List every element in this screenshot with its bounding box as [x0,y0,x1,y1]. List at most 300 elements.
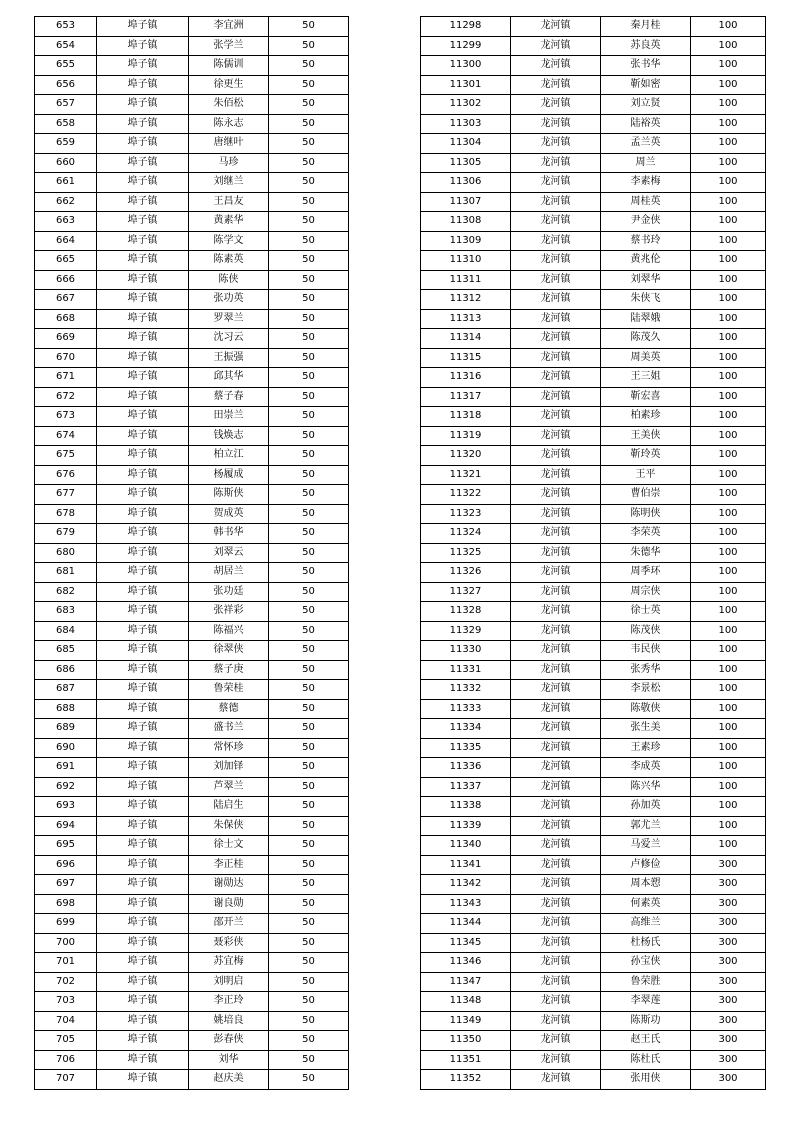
right-table-body [421,17,766,1090]
table-row [421,309,766,329]
town-cell: 埠子镇 [97,348,189,368]
name-cell: 靳如密 [601,75,691,95]
table-row [35,972,349,992]
row-number-cell: 11350 [421,1031,511,1051]
table-row [35,329,349,349]
table-row [35,36,349,56]
table-row [35,348,349,368]
town-cell: 埠子镇 [97,855,189,875]
town-cell: 埠子镇 [97,329,189,349]
row-number-cell: 11315 [421,348,511,368]
table-row [421,914,766,934]
amount-cell: 100 [691,212,766,232]
name-cell: 张祥彩 [189,602,269,622]
table-row [421,524,766,544]
name-cell: 陈杜氏 [601,1050,691,1070]
amount-cell: 300 [691,914,766,934]
row-number-cell: 11324 [421,524,511,544]
table-row [35,641,349,661]
row-number-cell: 11319 [421,426,511,446]
row-number-cell: 11331 [421,660,511,680]
row-number-cell: 11303 [421,114,511,134]
table-row [35,309,349,329]
table-row [421,368,766,388]
row-number-cell: 702 [35,972,97,992]
right-table [420,16,766,1090]
table-row [35,894,349,914]
town-cell: 龙河镇 [511,660,601,680]
row-number-cell: 11339 [421,816,511,836]
amount-cell: 50 [269,719,349,739]
table-row [35,75,349,95]
name-cell: 王振强 [189,348,269,368]
name-cell: 李素梅 [601,173,691,193]
row-number-cell: 674 [35,426,97,446]
name-cell: 李成英 [601,758,691,778]
left-table [34,16,349,1090]
name-cell: 罗翠兰 [189,309,269,329]
table-row [421,660,766,680]
amount-cell: 50 [269,368,349,388]
town-cell: 龙河镇 [511,17,601,37]
row-number-cell: 666 [35,270,97,290]
table-row [35,777,349,797]
amount-cell: 100 [691,816,766,836]
table-row [421,426,766,446]
amount-cell: 50 [269,660,349,680]
town-cell: 龙河镇 [511,485,601,505]
amount-cell: 50 [269,777,349,797]
row-number-cell: 11341 [421,855,511,875]
town-cell: 埠子镇 [97,485,189,505]
amount-cell: 100 [691,719,766,739]
amount-cell: 50 [269,75,349,95]
row-number-cell: 11316 [421,368,511,388]
amount-cell: 100 [691,758,766,778]
town-cell: 埠子镇 [97,758,189,778]
row-number-cell: 701 [35,953,97,973]
name-cell: 刘加铎 [189,758,269,778]
row-number-cell: 664 [35,231,97,251]
row-number-cell: 707 [35,1070,97,1090]
row-number-cell: 11299 [421,36,511,56]
town-cell: 埠子镇 [97,914,189,934]
name-cell: 徐更生 [189,75,269,95]
table-row [35,524,349,544]
row-number-cell: 686 [35,660,97,680]
table-row [421,797,766,817]
table-row [421,485,766,505]
row-number-cell: 696 [35,855,97,875]
name-cell: 周美英 [601,348,691,368]
row-number-cell: 11349 [421,1011,511,1031]
town-cell: 埠子镇 [97,231,189,251]
row-number-cell: 11333 [421,699,511,719]
row-number-cell: 685 [35,641,97,661]
name-cell: 李景松 [601,680,691,700]
name-cell: 陈侠 [189,270,269,290]
town-cell: 龙河镇 [511,134,601,154]
town-cell: 龙河镇 [511,95,601,115]
name-cell: 徐翠侠 [189,641,269,661]
row-number-cell: 11318 [421,407,511,427]
town-cell: 龙河镇 [511,504,601,524]
row-number-cell: 658 [35,114,97,134]
amount-cell: 300 [691,855,766,875]
name-cell: 靳宏喜 [601,387,691,407]
town-cell: 龙河镇 [511,426,601,446]
amount-cell: 100 [691,329,766,349]
name-cell: 靳玲英 [601,446,691,466]
row-number-cell: 11328 [421,602,511,622]
name-cell: 陈兴华 [601,777,691,797]
name-cell: 朱保侠 [189,816,269,836]
name-cell: 唐继叶 [189,134,269,154]
table-row [35,465,349,485]
amount-cell: 50 [269,894,349,914]
town-cell: 龙河镇 [511,816,601,836]
row-number-cell: 11335 [421,738,511,758]
town-cell: 埠子镇 [97,992,189,1012]
row-number-cell: 11312 [421,290,511,310]
amount-cell: 50 [269,738,349,758]
table-row [35,173,349,193]
amount-cell: 100 [691,426,766,446]
town-cell: 埠子镇 [97,894,189,914]
table-row [421,1070,766,1090]
town-cell: 龙河镇 [511,173,601,193]
town-cell: 埠子镇 [97,290,189,310]
town-cell: 龙河镇 [511,387,601,407]
name-cell: 朱侠飞 [601,290,691,310]
town-cell: 龙河镇 [511,699,601,719]
name-cell: 刘翠云 [189,543,269,563]
table-row [35,582,349,602]
town-cell: 龙河镇 [511,407,601,427]
amount-cell: 50 [269,446,349,466]
table-row [421,582,766,602]
table-row [421,992,766,1012]
town-cell: 埠子镇 [97,836,189,856]
row-number-cell: 11320 [421,446,511,466]
row-number-cell: 11337 [421,777,511,797]
name-cell: 姚培良 [189,1011,269,1031]
amount-cell: 300 [691,1070,766,1090]
row-number-cell: 660 [35,153,97,173]
town-cell: 龙河镇 [511,758,601,778]
amount-cell: 300 [691,894,766,914]
town-cell: 埠子镇 [97,212,189,232]
table-row [35,758,349,778]
name-cell: 刘华 [189,1050,269,1070]
table-row [35,17,349,37]
town-cell: 龙河镇 [511,36,601,56]
amount-cell: 50 [269,485,349,505]
row-number-cell: 11326 [421,563,511,583]
town-cell: 龙河镇 [511,270,601,290]
town-cell: 埠子镇 [97,192,189,212]
town-cell: 龙河镇 [511,1031,601,1051]
name-cell: 马爱兰 [601,836,691,856]
name-cell: 张秀华 [601,660,691,680]
row-number-cell: 656 [35,75,97,95]
amount-cell: 50 [269,953,349,973]
amount-cell: 50 [269,816,349,836]
row-number-cell: 706 [35,1050,97,1070]
table-row [421,836,766,856]
name-cell: 张生美 [601,719,691,739]
amount-cell: 50 [269,602,349,622]
name-cell: 杨履成 [189,465,269,485]
name-cell: 钱焕志 [189,426,269,446]
amount-cell: 100 [691,36,766,56]
name-cell: 赵王氏 [601,1031,691,1051]
row-number-cell: 684 [35,621,97,641]
row-number-cell: 11300 [421,56,511,76]
table-row [421,329,766,349]
name-cell: 黄素华 [189,212,269,232]
name-cell: 周本愬 [601,875,691,895]
table-row [35,153,349,173]
table-row [421,134,766,154]
left-table-body [35,17,349,1090]
name-cell: 陈斯侠 [189,485,269,505]
town-cell: 埠子镇 [97,797,189,817]
town-cell: 埠子镇 [97,446,189,466]
row-number-cell: 703 [35,992,97,1012]
table-row [35,875,349,895]
amount-cell: 100 [691,387,766,407]
table-row [421,75,766,95]
row-number-cell: 11321 [421,465,511,485]
table-row [421,387,766,407]
town-cell: 龙河镇 [511,348,601,368]
town-cell: 埠子镇 [97,524,189,544]
table-row [35,719,349,739]
table-row [35,270,349,290]
table-row [421,621,766,641]
town-cell: 龙河镇 [511,894,601,914]
amount-cell: 50 [269,153,349,173]
town-cell: 龙河镇 [511,680,601,700]
town-cell: 埠子镇 [97,641,189,661]
town-cell: 埠子镇 [97,953,189,973]
row-number-cell: 11345 [421,933,511,953]
town-cell: 埠子镇 [97,563,189,583]
table-row [35,192,349,212]
table-row [35,290,349,310]
town-cell: 埠子镇 [97,465,189,485]
amount-cell: 100 [691,582,766,602]
table-row [421,563,766,583]
table-row [421,290,766,310]
amount-cell: 100 [691,173,766,193]
table-row [35,563,349,583]
table-row [421,1031,766,1051]
row-number-cell: 665 [35,251,97,271]
amount-cell: 300 [691,953,766,973]
name-cell: 胡居兰 [189,563,269,583]
table-row [421,212,766,232]
name-cell: 朱德华 [601,543,691,563]
name-cell: 李荣英 [601,524,691,544]
row-number-cell: 11309 [421,231,511,251]
amount-cell: 100 [691,114,766,134]
name-cell: 尹金侠 [601,212,691,232]
row-number-cell: 11348 [421,992,511,1012]
town-cell: 龙河镇 [511,75,601,95]
row-number-cell: 698 [35,894,97,914]
name-cell: 高维兰 [601,914,691,934]
row-number-cell: 677 [35,485,97,505]
row-number-cell: 653 [35,17,97,37]
table-row [421,173,766,193]
name-cell: 朱佰松 [189,95,269,115]
town-cell: 埠子镇 [97,153,189,173]
town-cell: 龙河镇 [511,641,601,661]
row-number-cell: 673 [35,407,97,427]
town-cell: 龙河镇 [511,855,601,875]
amount-cell: 100 [691,621,766,641]
amount-cell: 50 [269,114,349,134]
row-number-cell: 11305 [421,153,511,173]
amount-cell: 100 [691,270,766,290]
name-cell: 盛书兰 [189,719,269,739]
amount-cell: 100 [691,738,766,758]
name-cell: 蔡德 [189,699,269,719]
town-cell: 龙河镇 [511,582,601,602]
row-number-cell: 693 [35,797,97,817]
name-cell: 孟兰英 [601,134,691,154]
name-cell: 陈学文 [189,231,269,251]
town-cell: 埠子镇 [97,387,189,407]
amount-cell: 50 [269,173,349,193]
amount-cell: 100 [691,777,766,797]
row-number-cell: 667 [35,290,97,310]
row-number-cell: 659 [35,134,97,154]
table-row [421,1011,766,1031]
town-cell: 龙河镇 [511,290,601,310]
amount-cell: 100 [691,348,766,368]
row-number-cell: 699 [35,914,97,934]
name-cell: 王三姐 [601,368,691,388]
name-cell: 曹伯崇 [601,485,691,505]
table-row [421,56,766,76]
amount-cell: 50 [269,251,349,271]
row-number-cell: 11343 [421,894,511,914]
name-cell: 柏素珍 [601,407,691,427]
town-cell: 龙河镇 [511,231,601,251]
town-cell: 埠子镇 [97,134,189,154]
name-cell: 秦月桂 [601,17,691,37]
name-cell: 韦民侠 [601,641,691,661]
amount-cell: 300 [691,992,766,1012]
town-cell: 龙河镇 [511,972,601,992]
table-row [35,933,349,953]
name-cell: 蔡书玲 [601,231,691,251]
town-cell: 龙河镇 [511,329,601,349]
table-row [421,641,766,661]
town-cell: 埠子镇 [97,777,189,797]
amount-cell: 50 [269,1031,349,1051]
name-cell: 聂彩侠 [189,933,269,953]
row-number-cell: 690 [35,738,97,758]
town-cell: 龙河镇 [511,719,601,739]
row-number-cell: 11307 [421,192,511,212]
amount-cell: 50 [269,309,349,329]
name-cell: 黄兆伦 [601,251,691,271]
town-cell: 埠子镇 [97,56,189,76]
table-row [421,95,766,115]
row-number-cell: 678 [35,504,97,524]
amount-cell: 100 [691,153,766,173]
name-cell: 陈素英 [189,251,269,271]
table-row [421,738,766,758]
table-row [421,777,766,797]
name-cell: 刘明启 [189,972,269,992]
amount-cell: 50 [269,270,349,290]
row-number-cell: 11332 [421,680,511,700]
table-row [421,251,766,271]
amount-cell: 50 [269,758,349,778]
town-cell: 龙河镇 [511,543,601,563]
name-cell: 芦翠兰 [189,777,269,797]
row-number-cell: 11334 [421,719,511,739]
name-cell: 赵庆美 [189,1070,269,1090]
town-cell: 埠子镇 [97,660,189,680]
row-number-cell: 11329 [421,621,511,641]
amount-cell: 50 [269,1070,349,1090]
name-cell: 陈茂侠 [601,621,691,641]
row-number-cell: 11308 [421,212,511,232]
row-number-cell: 11347 [421,972,511,992]
name-cell: 孙宝侠 [601,953,691,973]
amount-cell: 300 [691,972,766,992]
amount-cell: 50 [269,641,349,661]
amount-cell: 50 [269,387,349,407]
row-number-cell: 11317 [421,387,511,407]
row-number-cell: 695 [35,836,97,856]
name-cell: 田崇兰 [189,407,269,427]
name-cell: 王素珍 [601,738,691,758]
name-cell: 刘立贤 [601,95,691,115]
town-cell: 龙河镇 [511,914,601,934]
town-cell: 龙河镇 [511,251,601,271]
name-cell: 谢良勋 [189,894,269,914]
row-number-cell: 11338 [421,797,511,817]
row-number-cell: 670 [35,348,97,368]
town-cell: 龙河镇 [511,1011,601,1031]
amount-cell: 50 [269,875,349,895]
table-row [35,1050,349,1070]
table-row [421,543,766,563]
row-number-cell: 11311 [421,270,511,290]
amount-cell: 100 [691,641,766,661]
town-cell: 龙河镇 [511,621,601,641]
town-cell: 龙河镇 [511,992,601,1012]
row-number-cell: 705 [35,1031,97,1051]
name-cell: 陆翠娥 [601,309,691,329]
table-row [35,56,349,76]
amount-cell: 100 [691,543,766,563]
amount-cell: 50 [269,680,349,700]
town-cell: 埠子镇 [97,270,189,290]
name-cell: 刘翠华 [601,270,691,290]
table-row [421,953,766,973]
town-cell: 龙河镇 [511,309,601,329]
name-cell: 刘继兰 [189,173,269,193]
table-row [421,816,766,836]
